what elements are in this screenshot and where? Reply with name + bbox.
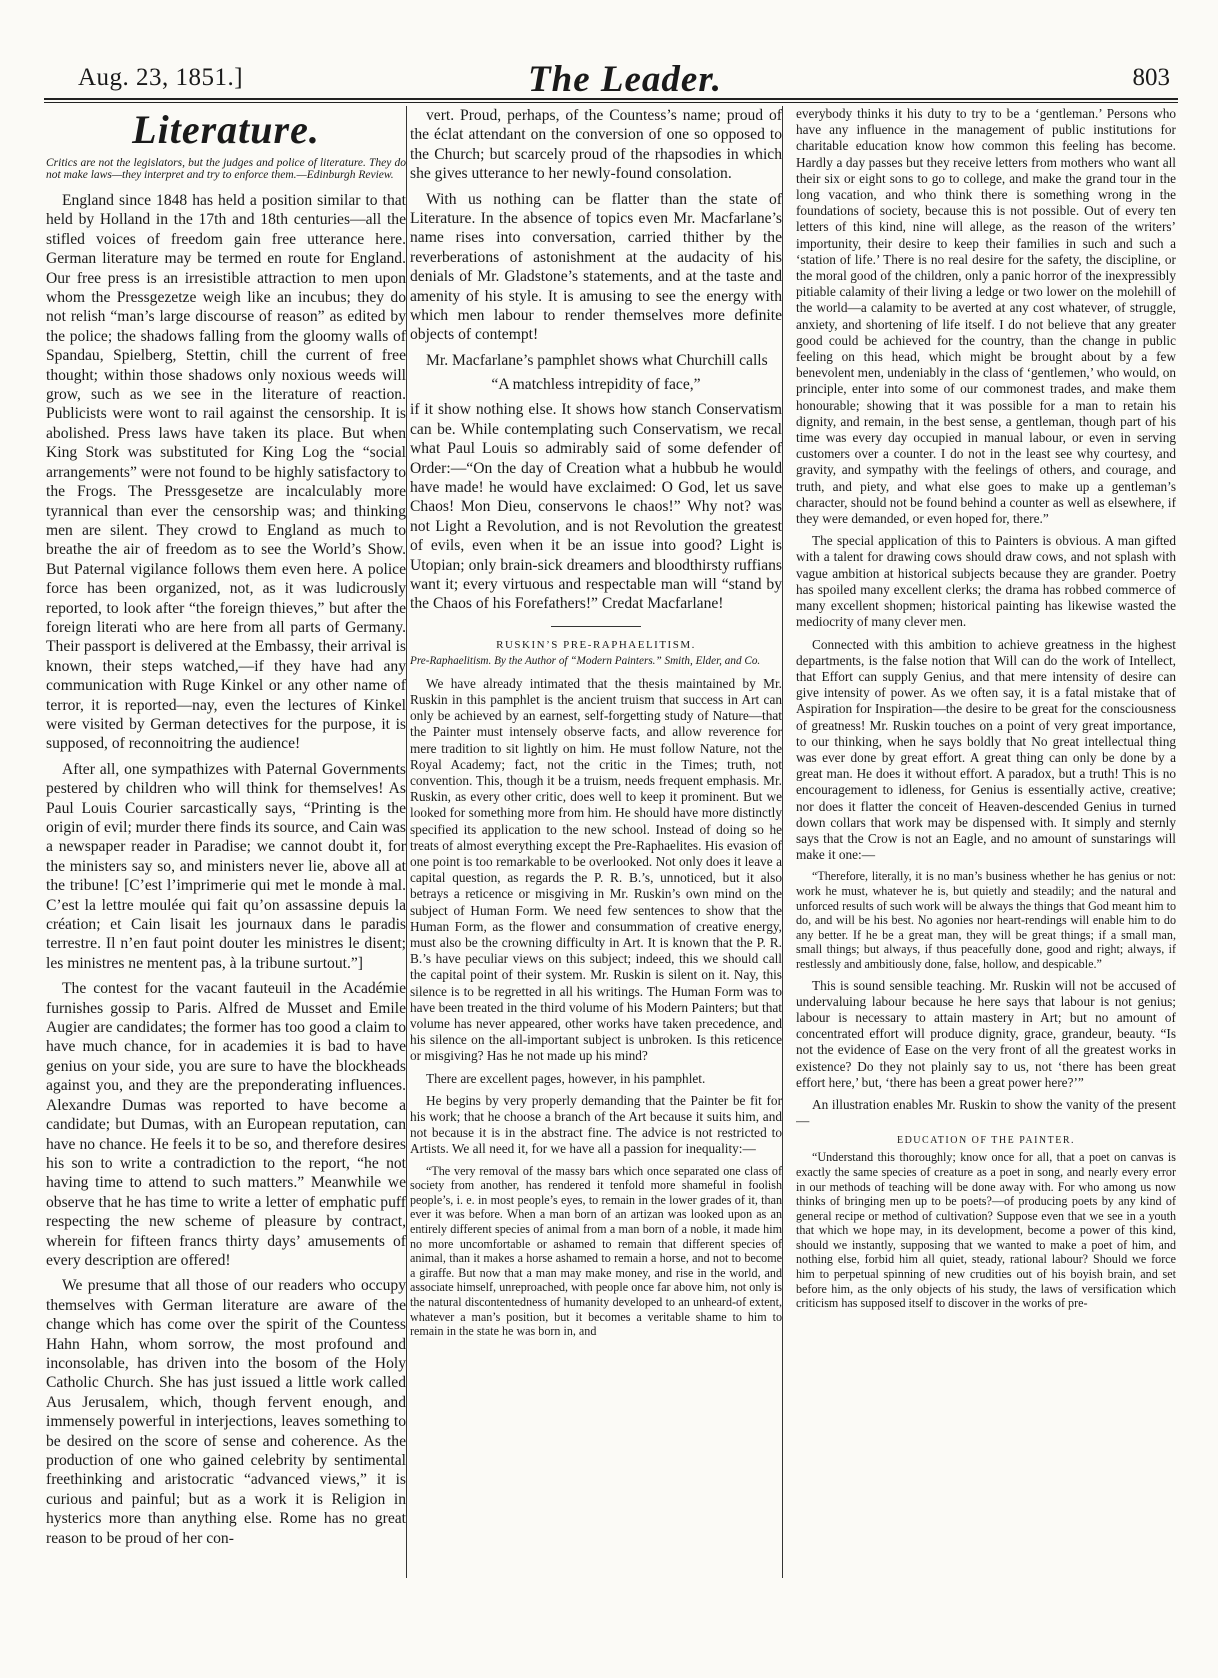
paragraph: Mr. Macfarlane’s pamphlet shows what Churchill calls bbox=[426, 351, 768, 369]
article-byline: Pre-Raphaelitism. By the Author of “Modern Painters.” Smith, Elder, and Co. bbox=[410, 654, 761, 667]
column-2 bbox=[410, 106, 782, 1578]
paragraph: The contest for the vacant fauteuil in the Académie furnishes gossip to Paris. Alfred de Musset and Emile Augier are candidates; the former has too good a claim to have much chance, for in academies it is bad to have genius on your side, you are sure to have the blockheads against you, and they are the preponderating influences. Alexandre Dumas was reported to have become a candidate; but Dumas, with an European reputation, can have no chance. He feels it to be so, and therefore desires his son to write a contradiction to the report, “he not having time to attend to such matters.” Meanwhile we observe that he has time to write a letter of emphatic puff respecting the new scheme of pleasure by contract, wherein for fifteen francs thirty days’ amusements of every description are offered! bbox=[46, 980, 406, 1269]
issue-date: Aug. 23, 1851.] bbox=[78, 64, 244, 91]
paragraph: everybody thinks it his duty to try to be a ‘gentleman.’ Persons who have any influence in the management of public institutions for charitable education know how common this feeling has become. Hardly a day passes but they receive letters from mothers who want all their six or eight sons to go to college, and make the grand tour in the long vacation, and who think there is something wrong in the foundations of society, because this is not possible. Out of every ten letters of this kind, nine will allege, as the reason of the writers’ importunity, their desire to keep their families in such and such a ‘station of life.’ There is no real desire for the safety, the discipline, or the moral good of the children, only a panic horror of the inexpressibly pitiable calamity of their living a ledge or two lower on the molehill of the world—a calamity to be averted at any cost whatever, of struggle, anxiety, and shortening of life itself. I do not believe that any greater good could be achieved for the country, than the change in public feeling on this head, which might be brought about by a few benevolent men, undeniably in the class of ‘gentlemen,’ who would, on principle, enter into some of our commonest trades, and make them honourable; showing that it was possible for a man to retain his dignity, and remain, in the best sense, a gentleman, though part of his time was every day occupied in manual labour, or even in serving customers over a counter. I do not in the least see why courtesy, and gravity, and sympathy with the feelings of others, and courage, and truth, and piety, and what else goes to make up a gentleman’s character, should not be found behind a counter as well as elsewhere, if they were demanded, or even hoped for, there.” bbox=[796, 106, 1176, 527]
paragraph: Connected with this ambition to achieve greatness in the highest departments, is the false notion that Will can do the work of Intellect, that Effort can supply Genius, and that mere intensity of desire can give intensity of power. As we often say, it is a fatal mistake that of Aspiration for Inspiration—the desire to be great for the consciousness of greatness! Mr. Ruskin touches on a point of very great importance, to our thinking, when he says boldly that No great intellectual thing was ever done by great effort. A great thing can only be done by a great man. He does it without effort. A paradox, but a truth! This is no encouragement to idleness, for Genius is essentially active, creative; nor does it flatter the conceit of Heaven-descended Genius in turned down collars that work may be dispensed with. It simply and sternly says that the Crow is not an Eagle, and no amount of sunstarings will make it one:— bbox=[796, 636, 1176, 863]
paragraph: There are excellent pages, however, in his pamphlet. bbox=[426, 1070, 706, 1086]
column-divider bbox=[782, 106, 783, 1578]
sub-heading: EDUCATION OF THE PAINTER. bbox=[896, 1135, 1076, 1147]
column-3 bbox=[796, 106, 1176, 1578]
paragraph: With us nothing can be flatter than the state of Literature. In the absence of topics even Mr. Macfarlane’s name rises into conversation, carried thither by the reverberations of astonishment at the audacity of his denials of Mr. Gladstone’s statements, and at the taste and amenity of his style. It is amusing to see the energy with which men labour to render themselves more definite objects of contempt! bbox=[410, 190, 782, 344]
article-heading: RUSKIN’S PRE-RAPHAELITISM. bbox=[410, 626, 782, 651]
paragraph: He begins by very properly demanding that the Painter be fit for his work; that he choose a branch of the Art because it suits him, and not because it is in the abstract fine. The advice is not restricted to Artists. We all need it, for we have all a passion for inequality:— bbox=[410, 1092, 782, 1157]
page-number: 803 bbox=[1132, 64, 1170, 91]
section-motto: Critics are not the legislators, but the judges and police of literature. They do not make laws—they interpret and try to enforce them.—Edinburgh Review. bbox=[46, 157, 406, 181]
paragraph: This is sound sensible teaching. Mr. Ruskin will not be accused of undervaluing labour because he here says that labour is not genius; labour is necessary to attain mastery in Art; but no amount of concentrated effort will produce dignity, grace, grandeur, beauty. “Is not the evidence of Ease on the very front of all the greatest works in existence? Do they not plainly say to us, not ‘there has been great effort here,’ but, ‘there has been a great power here?’” bbox=[796, 977, 1176, 1090]
paragraph: We presume that all those of our readers who occupy themselves with German literature are aware of the change which has come over the spirit of the Countess Hahn Hahn, whom sorrow, the most profound and inconsolable, has driven into the bosom of the Holy Catholic Church. She has just issued a little work called Aus Jerusalem, which, though fervent enough, and immensely powerful in interjections, leaves something to be desired on the score of sense and coherence. As the production of one who gained celebrity by sentimental freethinking and aristocratic “advanced views,” it is curious and painful; but as a work it is Religion in hysterics more than anything else. Rome has no great reason to be proud of her con- bbox=[46, 1277, 406, 1547]
paragraph: An illustration enables Mr. Ruskin to show the vanity of the present— bbox=[796, 1096, 1176, 1129]
newspaper-title: The Leader. bbox=[528, 59, 722, 100]
section-title: Literature. bbox=[132, 107, 320, 152]
quoted-extract: “Understand this thoroughly; know once for all, that a poet on canvas is exactly the same species of creature as a poet in song, and nearly every error in our methods of teaching will be done away with. For who among us now thinks of bringing men up to be poets?—of producing poets by any kind of general recipe or method of cultivation? Suppose even that we see in a youth that which we hope may, in its development, become a power of this kind, should we instantly, supposing that we wanted to make a poet of him, and nothing else, forbid him all quiet, steady, rational labour? Should we force him to perpetual spinning of new crudities out of his boyish brain, and set before him, as the only objects of his study, the laws of versification which criticism has supposed itself to discover in the works of pre- bbox=[796, 1150, 1176, 1311]
paragraph: After all, one sympathizes with Paternal Governments pestered by children who will think for themselves! As Paul Louis Courier sarcastically says, “Printing is the origin of evil; murder there finds its source, and Cain was a newspaper reader in Paradise; we cannot doubt it, for the ministers say so, and ministers never lie, above all at the tribune! [C’est l’imprimerie qui met le monde à mal. C’est la lettre moulée qui fait qu’on assassine depuis la création; et Cain lisait les journaux dans le paradis terrestre. Il n’en faut point douter les ministres le disent; les ministres ne mentent pas, à la tribune surtout.”] bbox=[46, 760, 406, 972]
verse-quote: “A matchless intrepidity of face,” bbox=[491, 376, 701, 394]
header-rule bbox=[44, 98, 1178, 100]
paragraph: The special application of this to Painters is obvious. A man gifted with a talent for drawing cows should draw cows, and not splash with vague ambition at historical subjects because they are grander. Poetry has spoiled many excellent clerks; the drama has robbed commerce of many excellent shopmen; historical painting has likewise wasted the mediocrity of many clever men. bbox=[796, 533, 1176, 630]
column-divider bbox=[406, 106, 407, 1578]
paragraph: England since 1848 has held a position similar to that held by Holland in the 17th and 18th centuries—all the stifled voices of freedom gain free utterance here. German literature may be termed en route for England. Our free press is an irresistible attraction to men upon whom the Pressgezetze weigh like an incubus; they do not relish “man’s large discourse of reason” as edited by the police; the shadows falling from the gloomy walls of Spandau, Spielberg, Stettin, chill the current of free thought; within those shadows only noxious weeds will grow, such as we see in the literature of reaction. Publicists were wont to rail against the censorship. It is abolished. Press laws have taken its place. But when King Stork was substituted for King Log the “social arrangements” were not found to be highly satisfactory to the Frogs. The Pressgesetze are incalculably more tyrannical than ever the censorship was; and thinking men are silent. They crowd to England as much to breathe the air of freedom as to see the World’s Show. But Paternal vigilance follows them even here. A police force has been organized, not, as it was ludicrously reported, to look after “the foreign thieves,” but after the foreign literati who are here from all parts of Germany. Their passport is delivered at the Embassy, their arrival is known, their steps watched,—if they have had any communication with Ruge Kinkel or any other name of terror, it is reported—nay, even the lectures of Kinkel were visited by German detectives for the purpose, it is supposed, of reconnoitring the audience! bbox=[46, 192, 406, 753]
header-rule-thin bbox=[44, 102, 1178, 103]
paragraph: We have already intimated that the thesis maintained by Mr. Ruskin in this pamphlet is the ancient truism that success in Art can only be achieved by an earnest, self-forgetting study of Nature—that the Painter must intensely observe facts, and allow reverence for mere tradition to sit lightly on him. He must follow Nature, not the Royal Academy; fact, not the critic in the Times; truth, not convention. This, though it be a truism, needs frequent emphasis. Mr. Ruskin, as every other critic, does well to keep it prominent. But we looked for something more from him. He should have more distinctly specified its application to the new school. Instead of doing so he treats of almost everything except the Pre-Raphaelites. His evasion of one point is too remarkable to be overlooked. Not only does it leave a capital question, as regards the P. R. B.’s, unnoticed, but it also betrays a reticence or misgiving in Mr. Ruskin’s own mind on the subject of Human Form. We need few sentences to show that the Human Form, as the flower and consummation of creative energy, must also be the crowning difficulty in Art. It is known that the P. R. B.’s have peculiar views on this subject; indeed, this we should call the capital point of their system. Mr. Ruskin is silent on it. Nay, this silence is to be regretted in all his writings. The Human Form was to have been treated in the third volume of his Modern Painters; but that volume has never appeared, other works have taken precedence, and his silence on the all-important subject is unbroken. Is this reticence or misgiving? Has he not made up his mind? bbox=[410, 675, 782, 1064]
paragraph: vert. Proud, perhaps, of the Countess’s name; proud of the éclat attendant on the conversion of one so opposed to the Church; but scarcely proud of the rhapsodies in which she gives utterance to her newly-found consolation. bbox=[410, 107, 782, 183]
quoted-extract: “Therefore, literally, it is no man’s business whether he has genius or not: work he must, whatever he is, but quietly and steadily; and the natural and unforced results of such work will be always the things that God meant him to do, and will be his best. No agonies nor heart-rendings will enable him to do any better. If he be a great man, they will be great things; if a small man, small things; but always, if thus peacefully done, good and right; always, if restlessly and ambitiously done, false, hollow, and despicable.” bbox=[796, 869, 1176, 971]
quoted-extract: “The very removal of the massy bars which once separated one class of society from another, has rendered it tenfold more shameful in foolish people’s, i. e. in most people’s eyes, to remain in the lower grades of it, than ever it was before. When a man born of an artizan was looked upon as an entirely different species of animal from a man born of a noble, it made him no more uncomfortable or ashamed to remain that different species of animal, than it makes a horse ashamed to remain a horse, and not to become a giraffe. But now that a man may make money, and rise in the world, and associate himself, unreproached, with people once far above him, not only is the natural discontentedness of humanity developed to an unheard-of extent, whatever a man’s position, but it becomes a veritable shame to him to remain in the state he was born in, and bbox=[410, 1163, 782, 1339]
column-1 bbox=[46, 106, 406, 1578]
paragraph: if it show nothing else. It shows how stanch Conservatism can be. While contemplating such Conservatism, we recal what Paul Louis so admirably said of some defender of Order:—“On the day of Creation what a hubbub he would have made! he would have exclaimed: O God, let us save Chaos! Mon Dieu, conservons le chaos!” Why not? was not Light a Revolution, and is not Revolution the greatest of evils, even when it be an issue into good? Light is Utopian; only brain-sick dreamers and bloodthirsty ruffians want it; every virtuous and respectable man will “stand by the Chaos of his Forefathers!” Credat Macfarlane! bbox=[410, 401, 782, 613]
